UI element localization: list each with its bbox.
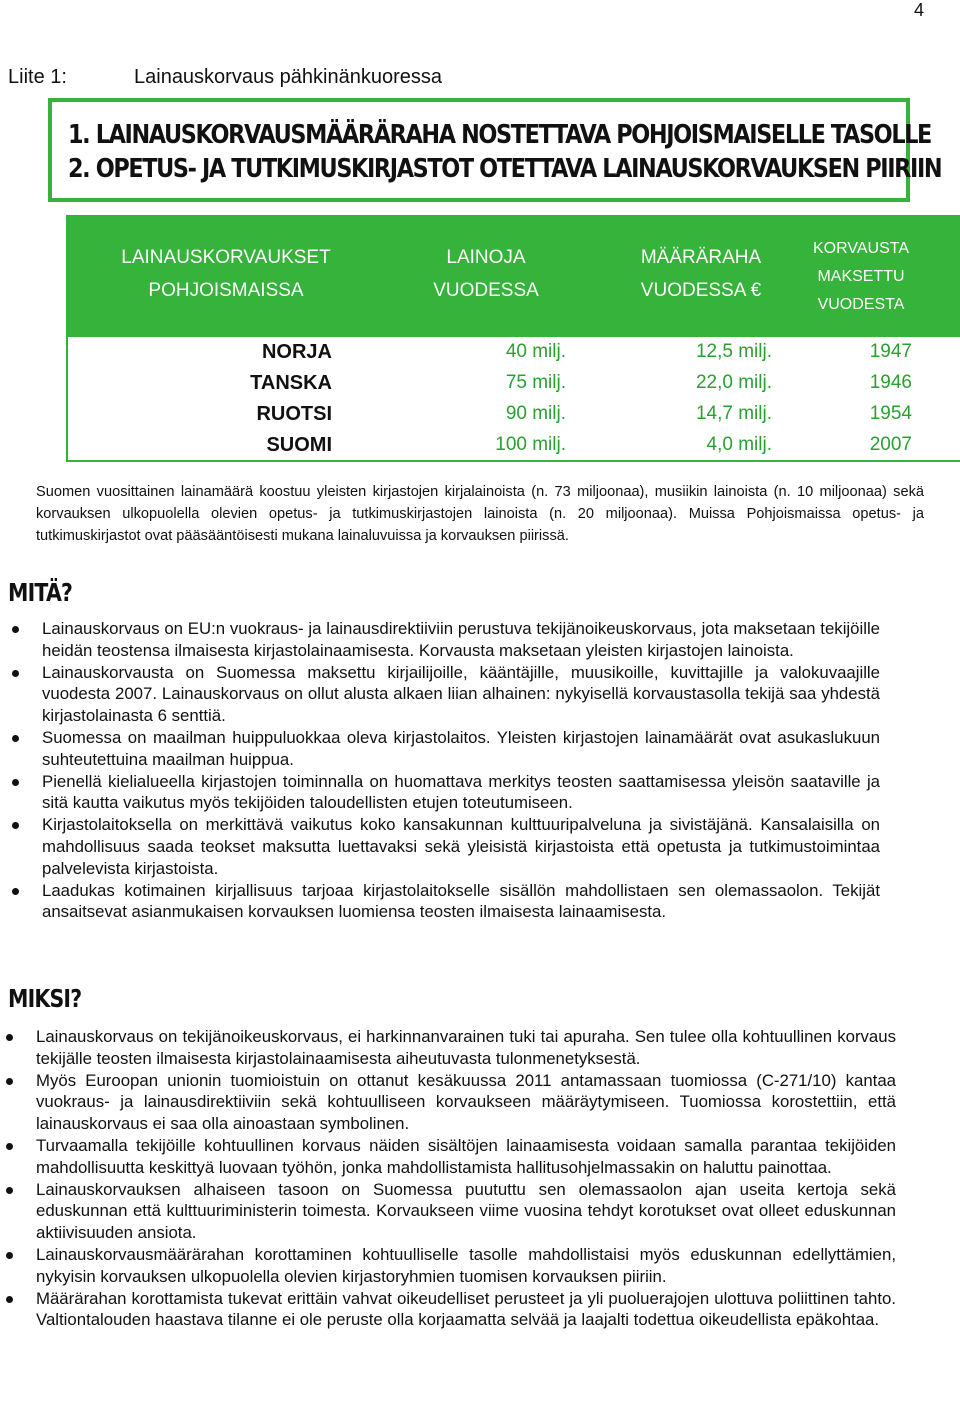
bullet-icon xyxy=(6,1252,13,1259)
miksi-list xyxy=(6,1026,896,1331)
bullet-icon xyxy=(12,822,19,829)
budget-value: 12,5 milj. xyxy=(695,341,772,362)
table-header xyxy=(66,215,960,337)
bullet-icon xyxy=(6,1296,13,1303)
year-value: 1954 xyxy=(869,403,912,424)
table-body xyxy=(66,337,960,462)
mita-heading: MITÄ? xyxy=(8,578,73,607)
header-countries: LAINAUSKORVAUKSET POHJOISMAISSA xyxy=(121,247,331,301)
appendix-label: Liite 1: xyxy=(8,66,67,88)
bullet-icon xyxy=(12,670,19,677)
budget-value: 22,0 milj. xyxy=(695,372,772,393)
bullet-icon xyxy=(6,1143,13,1150)
appendix-title: Lainauskorvaus pähkinänkuoressa xyxy=(134,66,442,88)
list-item: Lainauskorvaus on tekijänoikeuskorvaus, ei harkinnanvarainen tuki tai apuraha. Sen tulee olla kohtuullinen korvaus tekijälle teosten ilmaisesta kirjastolainaamisesta aiheutuvasta tulonmenetyksestä. xyxy=(6,1026,896,1070)
country-name: TANSKA xyxy=(250,372,332,394)
list-item: Lainauskorvausmäärärahan korottaminen kohtuulliselle tasolle mahdollistaisi myös eduskunnan edellyttämien, nykyisin korvauksen ulkopuolella olevien kirjastoryhmien tuomisen korvauksen piiriin. xyxy=(6,1244,896,1288)
table-row xyxy=(68,430,960,461)
loans-value: 90 milj. xyxy=(505,403,566,424)
country-name: SUOMI xyxy=(266,434,332,456)
year-value: 1947 xyxy=(869,341,912,362)
list-item: Lainauskorvausta on Suomessa maksettu kirjailijoille, kääntäjille, muusikoille, kuvittajille ja valokuvaajille vuodesta 2007. Lainauskorvaus on ollut alusta alkaen liian alhainen: nykyisellä korvaustasolla tekijä saa yhdestä kirjastolainasta 6 senttiä. xyxy=(12,662,880,727)
headline-1: 1. LAINAUSKORVAUSMÄÄRÄRAHA NOSTETTAVA POHJOISMAISELLE TASOLLE xyxy=(68,120,931,150)
bullet-icon xyxy=(6,1187,13,1194)
list-item: Turvaamalla tekijöille kohtuullinen korvaus näiden sisältöjen lainaamisesta voidaan samalla parantaa tekijöiden mahdollisuutta keskittyä luovaan työhön, jonka mahdollistamista hallitusohjelmassakin on haluttu painottaa. xyxy=(6,1135,896,1179)
list-item: Kirjastolaitoksella on merkittävä vaikutus koko kansakunnan kulttuuripalveluna ja sivistäjänä. Kansalaisilla on mahdollisuus saada teokset maksutta luettavaksi sekä yleisistä kirjastoista että opetusta ja tutkimustoimintaa palvelevista kirjastoista. xyxy=(12,814,880,879)
headline-2: 2. OPETUS- JA TUTKIMUSKIRJASTOT OTETTAVA LAINAUSKORVAUKSEN PIIRIIN xyxy=(68,154,942,184)
loans-value: 40 milj. xyxy=(505,341,566,362)
list-item: Lainauskorvaus on EU:n vuokraus- ja lainausdirektiiviin perustuva tekijänoikeuskorvaus, jota maksetaan tekijöille heidän teostensa ilmaisesta kirjastolainaamisesta. Korvausta maksetaan yleisten kirjastojen lainoista. xyxy=(12,618,880,662)
header-budget: MÄÄRÄRAHA VUODESSA € xyxy=(640,247,762,301)
page-number: 4 xyxy=(913,0,924,20)
lending-note: Suomen vuosittainen lainamäärä koostuu yleisten kirjastojen kirjalainoista (n. 73 miljoonaa), musiikin lainoista (n. 10 miljoonaa) sekä korvauksen ulkopuolella olevien opetus- ja tutkimuskirjastojen lainoista (n. 20 miljoonaa). Muissa Pohjoismaissa opetus- ja tutkimuskirjastot ovat pääsääntöisesti mukana lainaluvuissa ja korvauksen piirissä. xyxy=(36,484,924,544)
list-item: Laadukas kotimainen kirjallisuus tarjoaa kirjastolaitokselle sisällön mahdollistaen sen olemassaolon. Tekijät ansaitsevat asianmukaisen korvauksen luomiensa teosten ilmaisesta lainaamisesta. xyxy=(12,880,880,924)
table-row xyxy=(68,337,960,368)
bullet-icon xyxy=(6,1078,13,1085)
country-name: RUOTSI xyxy=(256,403,332,425)
bullet-icon xyxy=(12,735,19,742)
table-row xyxy=(68,399,960,430)
bullet-icon xyxy=(12,779,19,786)
bullet-icon xyxy=(6,1034,13,1041)
headline-box xyxy=(48,98,942,202)
budget-value: 14,7 milj. xyxy=(695,403,772,424)
header-loans: LAINOJA VUODESSA xyxy=(433,247,539,301)
loans-value: 100 milj. xyxy=(495,434,566,455)
list-item: Määrärahan korottamista tukevat erittäin vahvat oikeudelliset perusteet ja yli puoluerajojen ulottuva poliittinen tahto. Valtiontalouden haastava tilanne ei ole peruste olla korjaamatta selvää ja laajalti todettua oikeudellista epäkohtaa. xyxy=(6,1288,896,1332)
year-value: 2007 xyxy=(869,434,912,455)
table-row xyxy=(68,368,960,399)
budget-value: 4,0 milj. xyxy=(706,434,772,455)
bullet-icon xyxy=(12,626,19,633)
mita-list xyxy=(12,618,880,923)
list-item: Lainauskorvauksen alhaiseen tasoon on Suomessa puututtu sen olemassaolon ajan useita kertoja sekä eduskunnan että kulttuuriministerin toimesta. Korvaukseen viime vuosina tehdyt korotukset ovat olleet eduskunnan aktiivisuuden ansiota. xyxy=(6,1179,896,1244)
year-value: 1946 xyxy=(869,372,912,393)
list-item: Pienellä kielialueella kirjastojen toiminnalla on huomattava merkitys teosten saattamisessa yleisön saataville ja sitä kautta vaikutus myös tekijöiden taloudellisten etujen toteutumiseen. xyxy=(12,771,880,815)
bullet-icon xyxy=(12,888,19,895)
header-since: KORVAUSTA MAKSETTU VUODESTA xyxy=(812,240,910,313)
list-item: Suomessa on maailman huippuluokkaa oleva kirjastolaitos. Yleisten kirjastojen lainamäärät ovat asukaslukuun suhteutettuina maailman huippua. xyxy=(12,727,880,771)
country-name: NORJA xyxy=(261,341,332,363)
miksi-heading: MIKSI? xyxy=(8,984,82,1013)
list-item: Myös Euroopan unionin tuomioistuin on ottanut kesäkuussa 2011 antamassaan tuomiossa (C-271/10) kantaa vuokraus- ja lainausdirektiiviin sekä kohtuulliseen korvaukseen määräytymiseen. Tuomiossa korostettiin, että lainauskorvaus ei saa olla ainoastaan symbolinen. xyxy=(6,1070,896,1135)
loans-value: 75 milj. xyxy=(505,372,566,393)
